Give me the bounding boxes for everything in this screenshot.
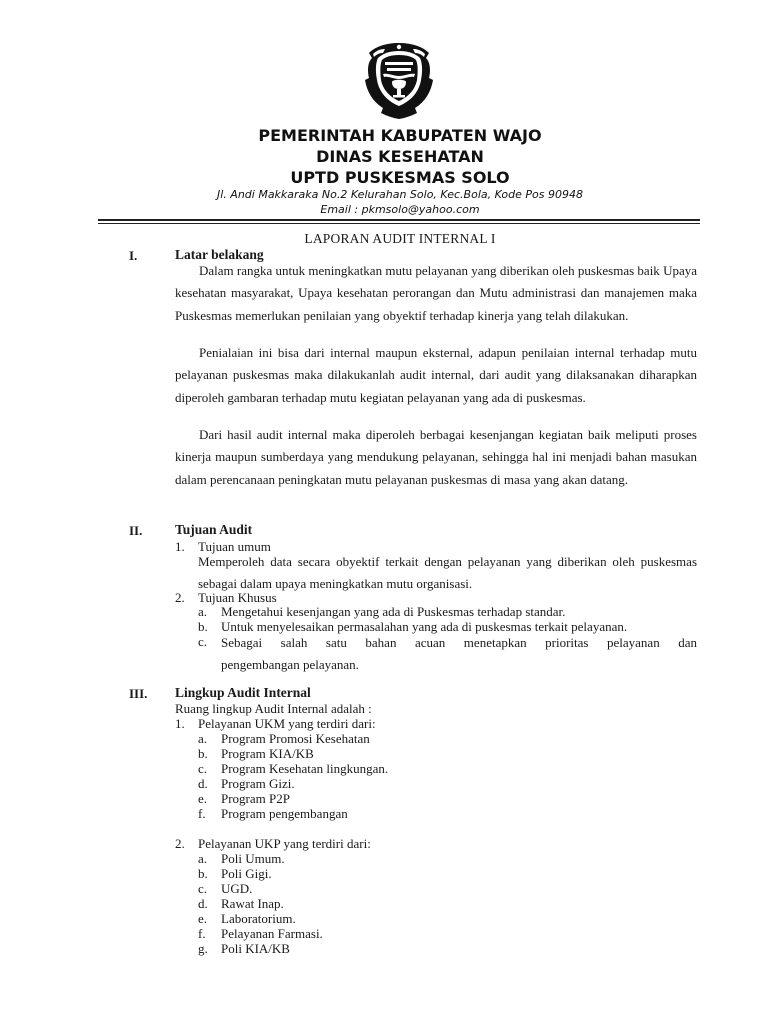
section3-ukp-list (0, 851, 768, 956)
list-item-text: Poli Umum. (221, 851, 285, 866)
list-item (0, 926, 768, 941)
list-item-key: d. (198, 776, 208, 791)
section2-item1-text: Memperoleh data secara obyektif terkait dengan pelayanan yang diberikan oleh puskesmas sebagai dalam upaya meningkatkan mutu organisasi. (198, 554, 697, 591)
list-item-text: UGD. (221, 881, 253, 896)
list-item-key: a. (198, 851, 208, 866)
list-item (0, 911, 768, 926)
list-item-key: c. (198, 761, 208, 776)
section2-heading: Tujuan Audit (175, 522, 253, 537)
list-item-text: Poli KIA/KB (221, 941, 290, 956)
list-item (0, 896, 768, 911)
list-item (0, 791, 768, 806)
list-item-text: Mengetahui kesenjangan yang ada di Puskesmas terhadap standar. (221, 604, 566, 619)
letterhead-rule-thin (98, 223, 700, 224)
list-item-text: Pelayanan Farmasi. (221, 926, 323, 941)
list-item-text: Rawat Inap. (221, 896, 284, 911)
section3-ukp-number: 2. (175, 836, 185, 851)
list-item-key: b. (198, 866, 208, 881)
section1-paragraph-1: Dalam rangka untuk meningkatkan mutu pelayanan yang diberikan oleh puskesmas baik Upaya kesehatan masyarakat, Upaya kesehatan perorangan dan Mutu administrasi dan manajemen maka Puskesmas memerlukan penilaian yang obyektif terhadap kinerja yang telah dilakukan. (175, 263, 697, 323)
list-item (0, 604, 768, 619)
list-item-text: Program KIA/KB (221, 746, 314, 761)
section2-khusus-c-continuation: pengembangan pelayanan. (221, 657, 359, 672)
section1-paragraph-2: Penialaian ini bisa dari internal maupun eksternal, adapun penilaian internal terhadap mutu pelayanan puskesmas maka dilakukanlah audit internal, dari audit yang dilaksanakan diharapkan diperoleh gambaran terhadap mutu kegiatan pelayanan yang ada di puskesmas. (175, 345, 697, 405)
list-item (0, 881, 768, 896)
list-item-key: d. (198, 896, 208, 911)
list-item-text: Poli Gigi. (221, 866, 272, 881)
letterhead-rule-thick (98, 219, 700, 221)
list-item-key: a. (198, 604, 208, 619)
section3-ukp-label: Pelayanan UKP yang terdiri dari: (198, 836, 371, 851)
list-item-key: b. (198, 619, 208, 634)
letterhead-line3: UPTD PUSKESMAS SOLO (290, 168, 510, 187)
section2-item2-number: 2. (175, 590, 185, 605)
letterhead-line2: DINAS KESEHATAN (316, 147, 484, 166)
section3-intro: Ruang lingkup Audit Internal adalah : (175, 701, 372, 716)
list-item-text: Program Gizi. (221, 776, 295, 791)
letterhead-address: Jl. Andi Makkaraka No.2 Kelurahan Solo, Kec.Bola, Kode Pos 90948 (217, 188, 583, 201)
section2-khusus-c-text: Sebagai salah satu bahan acuan menetapkan prioritas pelayanan dan (221, 635, 697, 650)
list-item-key: f. (198, 926, 206, 941)
list-item-key: b. (198, 746, 208, 761)
list-item-text: Program P2P (221, 791, 290, 806)
list-item-text: Program Kesehatan lingkungan. (221, 761, 389, 776)
section1-number: I. (129, 248, 138, 263)
list-item-key: f. (198, 806, 206, 821)
section3-ukm-label: Pelayanan UKM yang terdiri dari: (198, 716, 376, 731)
letterhead-line1: PEMERINTAH KABUPATEN WAJO (258, 126, 542, 145)
section2-item2-label: Tujuan Khusus (198, 590, 277, 605)
list-item (0, 731, 768, 746)
document-title: LAPORAN AUDIT INTERNAL I (304, 231, 496, 246)
section2-item1-label: Tujuan umum (198, 539, 271, 554)
list-item (0, 866, 768, 881)
list-item-text: Program pengembangan (221, 806, 348, 821)
list-item (0, 806, 768, 821)
list-item-key: e. (198, 911, 208, 926)
list-item-key: e. (198, 791, 208, 806)
list-item-key: c. (198, 634, 208, 649)
section1-heading: Latar belakang (175, 247, 264, 262)
section2-item1-number: 1. (175, 539, 185, 554)
section3-heading: Lingkup Audit Internal (175, 685, 311, 700)
list-item (0, 941, 768, 956)
list-item (0, 776, 768, 791)
list-item-key: a. (198, 731, 208, 746)
list-item (0, 761, 768, 776)
list-item-text: Program Promosi Kesehatan (221, 731, 370, 746)
letterhead-email: Email : pkmsolo@yahoo.com (320, 203, 480, 216)
list-item-key: c. (198, 881, 208, 896)
list-item (0, 851, 768, 866)
section3-ukm-list (0, 731, 768, 821)
section2-number: II. (129, 523, 143, 538)
section1-paragraph-3: Dari hasil audit internal maka diperoleh berbagai kesenjangan kegiatan baik meliputi proses kinerja maupun sumberdaya yang mendukung pelayanan, sehingga hal ini menjadi bahan masukan dalam perencanaan peningkatan mutu pelayanan puskesmas di masa yang akan datang. (175, 427, 697, 487)
list-item-text: Laboratorium. (221, 911, 296, 926)
list-item-key: g. (198, 941, 208, 956)
section3-ukm-number: 1. (175, 716, 185, 731)
list-item (0, 746, 768, 761)
crest-emblem-icon (359, 40, 439, 120)
list-item-text: Untuk menyelesaikan permasalahan yang ada di puskesmas terkait pelayanan. (221, 619, 628, 634)
section3-number: III. (129, 686, 148, 701)
